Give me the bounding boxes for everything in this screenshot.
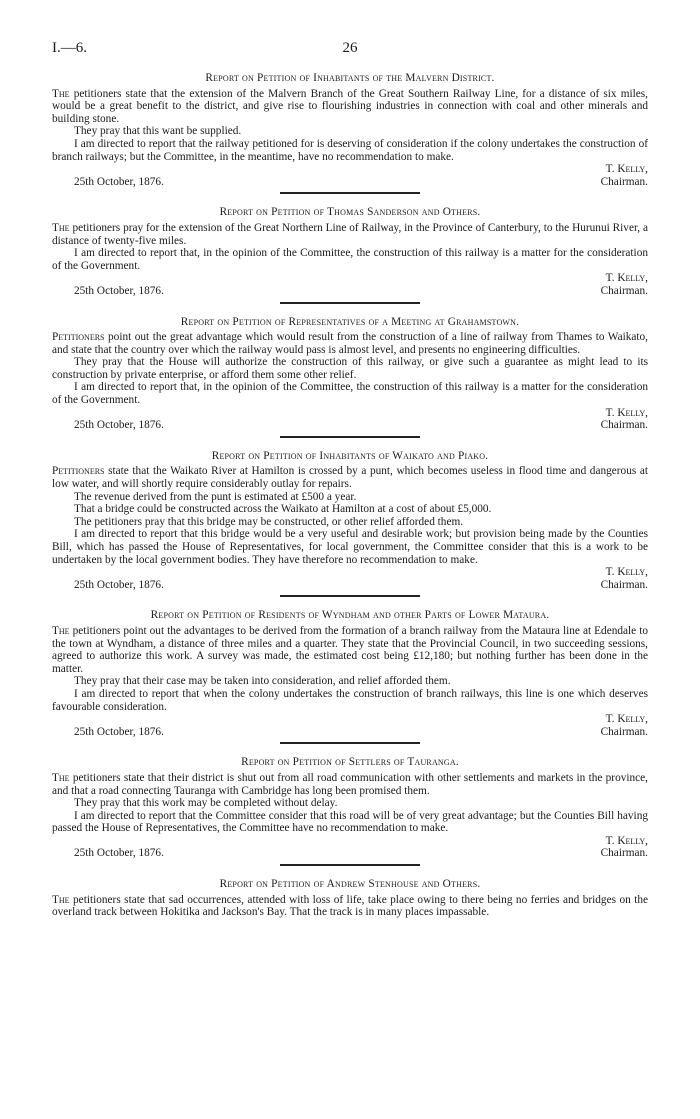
report-title: Report on Petition of Representatives of a Meeting at Grahamstown. — [180, 315, 520, 328]
signature-row — [52, 835, 648, 848]
paragraph-text: point out the great advantage which would result from the construction of a line of railway from Thames to Waikato, and state that the country over which the railway would pass is almost level, and presents no engineering difficulties. — [52, 331, 648, 356]
report-tauranga — [52, 756, 648, 866]
signer-role: Chairman. — [600, 284, 648, 297]
report-paragraph — [52, 88, 648, 126]
lead-word: The — [52, 624, 70, 637]
report-list — [52, 72, 648, 919]
report-date: 25th October, 1876. — [74, 284, 164, 297]
signature-row — [52, 566, 648, 579]
signer-role: Chairman. — [600, 175, 648, 188]
lead-word: The — [52, 221, 70, 234]
lead-word: Petitioners — [52, 331, 105, 344]
lead-word: The — [52, 893, 70, 906]
report-paragraph — [52, 222, 648, 247]
signature-row — [52, 407, 648, 420]
report-wyndham — [52, 609, 648, 744]
signer-role: Chairman. — [600, 847, 648, 860]
report-title: Report on Petition of Inhabitants of Waikato and Piako. — [211, 449, 489, 462]
signature-row — [52, 713, 648, 726]
report-title: Report on Petition of Residents of Wyndham and other Parts of Lower Mataura. — [150, 609, 550, 622]
paragraph-text: petitioners state that sad occurrences, attended with loss of life, take place owing to there being no ferries and bridges on the overland track between Hokitika and Jackson's Bay. That the track is in many places impassable. — [52, 893, 648, 919]
paragraph-text: petitioners state that the extension of the Malvern Branch of the Great Southern Railway Line, for a distance of six miles, would be a great benefit to the district, and give rise to flourishing industries in connection with coal and other minerals and building stone. — [52, 87, 648, 125]
paragraph-text: state that the Waikato River at Hamilton is crossed by a punt, which becomes useless in flood time and dangerous at low water, and will shortly require considerably outlay for repairs. — [52, 465, 648, 491]
report-paragraph — [52, 894, 648, 919]
paragraph-text: petitioners pray for the extension of the Great Northern Line of Railway, in the Province of Canterbury, to the Hurunui River, a distance of twenty-five miles. — [52, 221, 649, 247]
report-date: 25th October, 1876. — [74, 725, 164, 738]
report-paragraph: They pray that this want be supplied. — [74, 125, 242, 138]
report-paragraph: I am directed to report that, in the opinion of the Committee, the construction of this railway is a matter for the consideration of the Government. — [52, 381, 648, 407]
paper-reference: I.—6. — [52, 40, 87, 56]
signer-name: T. Kelly, — [605, 713, 648, 726]
section-divider — [280, 302, 420, 304]
page-number: 26 — [342, 40, 358, 56]
signer-name: T. Kelly, — [605, 272, 648, 285]
date-row — [52, 579, 648, 592]
report-date: 25th October, 1876. — [74, 175, 164, 188]
report-paragraph: I am directed to report that when the colony undertakes the construction of branch railways, this line is one which deserves favourable consideration. — [52, 687, 648, 713]
lead-word: The — [52, 771, 70, 784]
date-row — [52, 419, 648, 432]
section-divider — [280, 192, 420, 194]
page-header — [52, 40, 648, 60]
report-title: Report on Petition of Settlers of Tauranga. — [241, 756, 459, 769]
section-divider — [280, 595, 420, 597]
report-paragraph — [52, 465, 648, 490]
signer-name: T. Kelly, — [605, 566, 648, 579]
report-paragraph: That a bridge could be constructed across the Waikato at Hamilton at a cost of about £5,000. — [74, 503, 492, 516]
section-divider — [280, 864, 420, 866]
report-waikato-piako — [52, 450, 648, 598]
report-stenhouse — [52, 878, 648, 919]
date-row — [52, 726, 648, 739]
signature-row — [52, 163, 648, 176]
signer-name: T. Kelly, — [605, 406, 648, 419]
signer-role: Chairman. — [600, 419, 648, 432]
report-paragraph: I am directed to report that the railway petitioned for is deserving of consideration if the colony undertakes the construction of branch railways; but the Committee, in the meantime, have no recommendation to make. — [52, 137, 648, 163]
report-paragraph: The revenue derived from the punt is estimated at £500 a year. — [74, 490, 357, 503]
report-sanderson — [52, 206, 648, 303]
report-date: 25th October, 1876. — [74, 419, 164, 432]
report-paragraph: The petitioners pray that this bridge may be constructed, or other relief afforded them. — [74, 515, 464, 528]
report-malvern — [52, 72, 648, 194]
report-paragraph: I am directed to report that this bridge would be a very useful and desirable work; but provision being made by the Counties Bill, which has passed the House of Representatives, for local government, the Committee consider that this is a work to be undertaken by the local government bodies. They have therefore no recommendation to make. — [52, 528, 648, 566]
signature-row — [52, 272, 648, 285]
report-title: Report on Petition of Inhabitants of the Malvern District. — [205, 72, 495, 84]
report-grahamstown — [52, 316, 648, 438]
signer-role: Chairman. — [600, 725, 648, 738]
report-paragraph: They pray that their case may be taken into consideration, and relief afforded them. — [74, 675, 451, 688]
signer-name: T. Kelly, — [605, 163, 648, 176]
report-paragraph — [52, 331, 648, 356]
signer-role: Chairman. — [600, 578, 648, 591]
date-row — [52, 847, 648, 860]
report-date: 25th October, 1876. — [74, 578, 164, 591]
report-paragraph — [52, 625, 648, 675]
report-paragraph: I am directed to report that the Committee consider that this road will be of very great advantage; but the Counties Bill having passed the House of Representatives, the Committee have no recommendation to make. — [52, 809, 648, 835]
lead-word: The — [52, 87, 70, 100]
report-paragraph: I am directed to report that, in the opinion of the Committee, the construction of this railway is a matter for the consideration of the Government. — [52, 247, 648, 272]
section-divider — [280, 436, 420, 438]
signer-name: T. Kelly, — [605, 834, 648, 847]
paragraph-text: petitioners point out the advantages to be derived from the formation of a branch railway from the Mataura line at Edendale to the town at Wyndham, a distance of three miles and a quarter. They state that the Provincial Council, in two succeeding sessions, agreed to authorize this work. A survey was made, the estimated cost being £12,180; but nothing further has been done in the matter. — [52, 624, 649, 675]
report-title: Report on Petition of Andrew Stenhouse and Others. — [219, 878, 481, 891]
date-row — [52, 285, 648, 298]
report-paragraph — [52, 772, 648, 797]
report-paragraph: They pray that the House will authorize the construction of this railway, or give such a guarantee as might lead to its construction by private enterprise, or afford them some other relief. — [52, 356, 648, 381]
report-paragraph: They pray that this work may be completed without delay. — [74, 797, 338, 810]
lead-word: Petitioners — [52, 465, 105, 478]
report-date: 25th October, 1876. — [74, 847, 164, 860]
paragraph-text: petitioners state that their district is shut out from all road communication with other settlements and markets in the province, and that a road connecting Tauranga with Cambridge has long been promised them. — [52, 771, 649, 797]
date-row — [52, 176, 648, 189]
section-divider — [280, 742, 420, 744]
report-title: Report on Petition of Thomas Sanderson and Others. — [219, 206, 481, 219]
